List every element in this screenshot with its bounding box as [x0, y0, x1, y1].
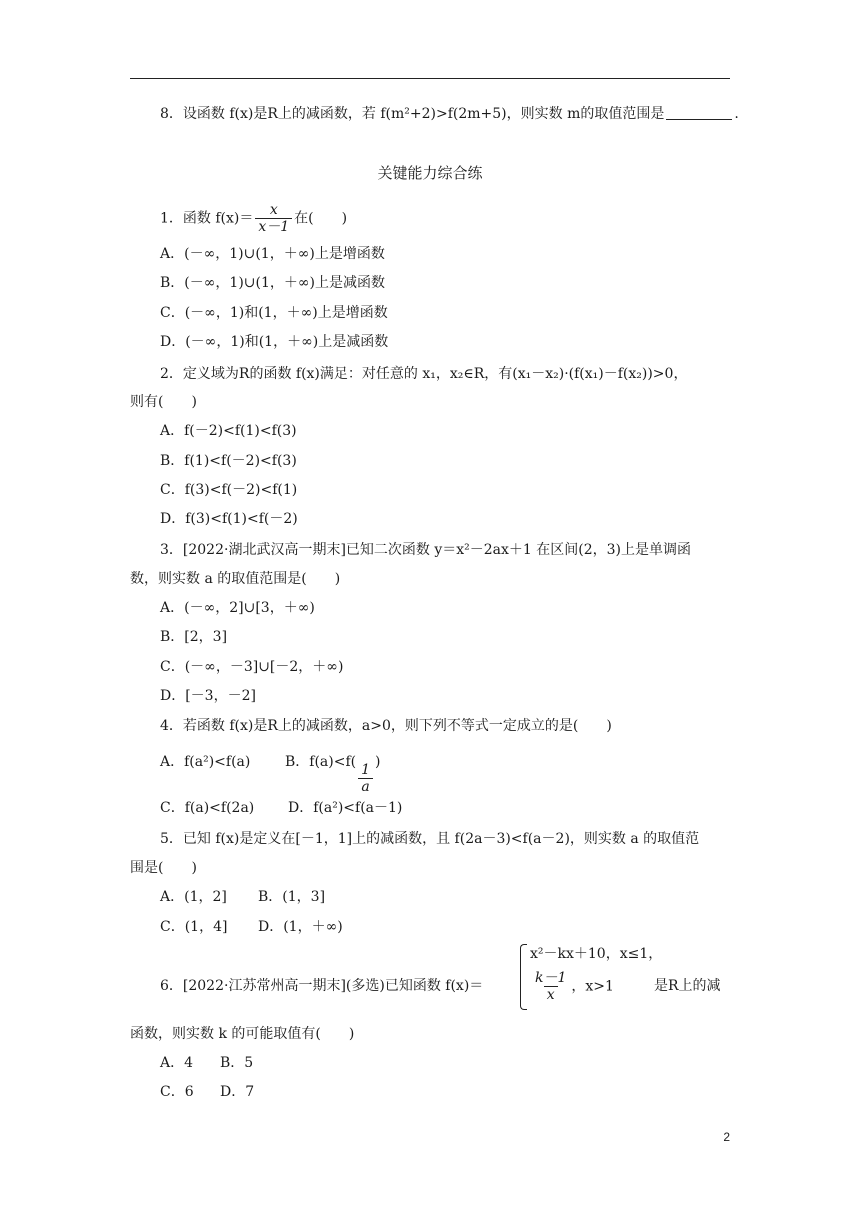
- question-1-stem-prefix: 1．函数 f(x)＝: [160, 210, 254, 227]
- question-4-option-d: D．f(a²)<f(a－1): [288, 800, 403, 816]
- fraction-numerator: k－1: [535, 970, 567, 986]
- question-5-option-d: D．(1，＋∞): [258, 919, 343, 935]
- question-1-option-d: D．(－∞，1)和(1，＋∞)上是减函数: [160, 334, 389, 350]
- question-3-option-c: C．(－∞，－3]∪[－2，＋∞): [160, 659, 344, 675]
- case-2-fraction: [532, 970, 569, 1003]
- question-4-option-a: A．f(a²)<f(a): [160, 754, 251, 770]
- question-3-option-d: D．[－3，－2]: [160, 688, 256, 704]
- question-6-option-a: A．4: [160, 1055, 194, 1071]
- question-1-stem: [160, 202, 347, 235]
- question-6-stem-prefix: 6．[2022·江苏常州高一期末](多选)已知函数 f(x)＝: [160, 978, 484, 994]
- question-5-option-b: B．(1，3]: [258, 889, 326, 905]
- piecewise-case-2: [530, 970, 614, 1003]
- question-8: 8．设函数 f(x)是R上的减函数，若 f(m²+2)>f(2m+5)，则实数 m的取值范围是 .: [160, 106, 739, 122]
- question-6-line-2: 函数，则实数 k 的可能取值有( ): [130, 1026, 355, 1042]
- fraction-denominator: a: [358, 778, 372, 795]
- option-b-prefix: B．f(a)<f(: [285, 754, 357, 770]
- question-6-stem-suffix: 是R上的减: [654, 978, 721, 994]
- question-2-line-1: 2．定义域为R的函数 f(x)满足：对任意的 x₁，x₂∈R，有(x₁－x₂)·(f(x₁)－f(x₂))>0，: [160, 366, 688, 382]
- question-6-option-d: D．7: [220, 1084, 255, 1100]
- case-2-suffix: ，x>1: [571, 978, 614, 995]
- fraction-numerator: 1: [361, 762, 371, 778]
- question-6-option-b: B．5: [220, 1055, 254, 1071]
- header-rule: [130, 78, 730, 79]
- question-3-line-1: 3．[2022·湖北武汉高一期末]已知二次函数 y＝x²－2ax＋1 在区间(2，3)上是单调函: [160, 542, 692, 558]
- question-1-option-c: C．(－∞，1)和(1，＋∞)上是增函数: [160, 305, 388, 321]
- question-4-option-b: [285, 752, 381, 795]
- question-5-line-1: 5．已知 f(x)是定义在[－1，1]上的减函数，且 f(2a－3)<f(a－2)，则实数 a 的取值范: [160, 831, 700, 847]
- question-1-fraction: [255, 202, 292, 235]
- answer-blank: [666, 107, 732, 120]
- question-3-option-a: A．(－∞，2]∪[3，＋∞): [160, 600, 315, 616]
- question-2-option-a: A．f(－2)<f(1)<f(3): [160, 423, 297, 439]
- question-6-option-c: C．6: [160, 1084, 194, 1100]
- fraction-denominator: x－1: [255, 218, 292, 235]
- question-5-option-c: C．(1，4]: [160, 919, 228, 935]
- option-b-suffix: ): [375, 754, 381, 770]
- question-3-line-2: 数，则实数 a 的取值范围是( ): [130, 571, 341, 587]
- question-5-option-a: A．(1，2]: [160, 889, 227, 905]
- piecewise-brace: [520, 944, 527, 1010]
- question-2-option-b: B．f(1)<f(－2)<f(3): [160, 453, 297, 469]
- question-2-line-2: 则有( ): [130, 394, 197, 410]
- question-1-stem-suffix: 在( ): [294, 210, 348, 227]
- fraction-denominator: x: [544, 986, 558, 1003]
- fraction-numerator: x: [269, 202, 278, 218]
- section-title: 关键能力综合练: [377, 164, 483, 182]
- page-number: 2: [723, 1130, 730, 1144]
- question-8-text: 8．设函数 f(x)是R上的减函数，若 f(m²+2)>f(2m+5)，则实数 m的取值范围是: [160, 106, 665, 122]
- question-5-line-2: 围是( ): [130, 860, 197, 876]
- question-2-option-c: C．f(3)<f(－2)<f(1): [160, 482, 298, 498]
- option-b-fraction: [358, 762, 373, 795]
- question-2-option-d: D．f(3)<f(1)<f(－2): [160, 511, 298, 527]
- piecewise-case-1: x²－kx＋10，x≤1，: [530, 946, 663, 962]
- question-4-option-c: C．f(a)<f(2a): [160, 800, 255, 816]
- question-1-option-b: B．(－∞，1)∪(1，＋∞)上是减函数: [160, 275, 386, 291]
- question-1-option-a: A．(－∞，1)∪(1，＋∞)上是增函数: [160, 246, 385, 262]
- question-4-stem: 4．若函数 f(x)是R上的减函数，a>0，则下列不等式一定成立的是( ): [160, 718, 612, 734]
- question-3-option-b: B．[2，3]: [160, 629, 228, 645]
